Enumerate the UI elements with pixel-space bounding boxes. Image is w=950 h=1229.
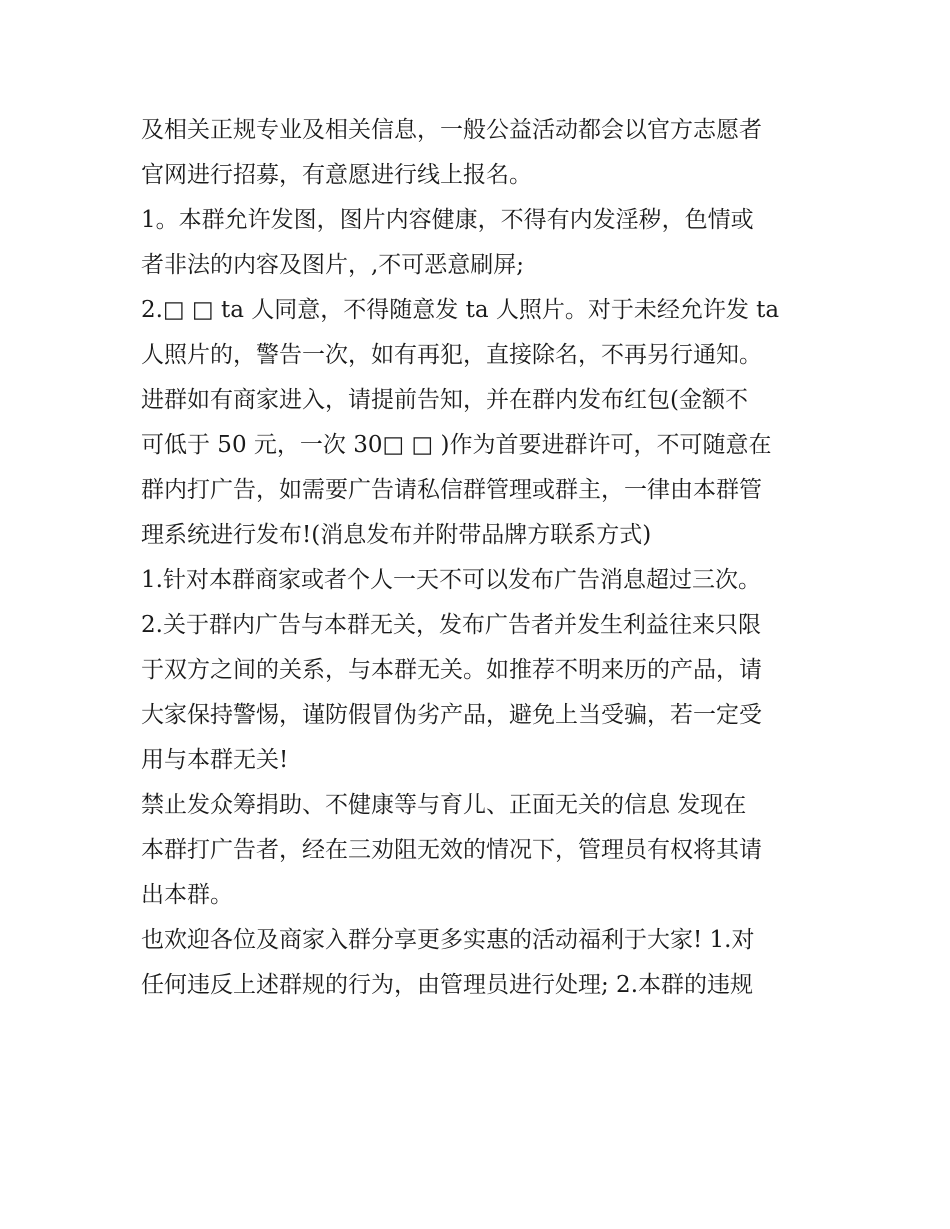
text-line: 进群如有商家进入，请提前告知，并在群内发布红包(金额不 <box>141 387 748 413</box>
body-text <box>141 108 821 1008</box>
text-line: 及相关正规专业及相关信息，一般公益活动都会以官方志愿者 <box>141 117 762 143</box>
text-line: 2.□ □ ta 人同意，不得随意发 ta 人照片。对于未经允许发 ta <box>141 297 780 323</box>
text-line: 本群打广告者，经在三劝阻无效的情况下，管理员有权将其请 <box>141 837 762 863</box>
text-line: 于双方之间的关系，与本群无关。如推荐不明来历的产品，请 <box>141 657 762 683</box>
text-line: 也欢迎各位及商家入群分享更多实惠的活动福利于大家! 1.对 <box>141 927 755 953</box>
text-line: 1.针对本群商家或者个人一天不可以发布广告消息超过三次。 <box>141 567 761 593</box>
text-line: 任何违反上述群规的行为，由管理员进行处理; 2.本群的违规 <box>141 972 754 998</box>
text-line: 大家保持警惕，谨防假冒伪劣产品，避免上当受骗，若一定受 <box>141 702 762 728</box>
text-line: 可低于 50 元，一次 30□ □ )作为首要进群许可，不可随意在 <box>141 432 772 458</box>
text-line: 出本群。 <box>141 882 233 908</box>
text-line: 用与本群无关! <box>141 747 289 773</box>
text-line: 禁止发众筹捐助、不健康等与育儿、正面无关的信息 发现在 <box>141 792 747 818</box>
text-line: 理系统进行发布!(消息发布并附带品牌方联系方式) <box>141 522 652 548</box>
text-line: 群内打广告，如需要广告请私信群管理或群主，一律由本群管 <box>141 477 762 503</box>
text-line: 者非法的内容及图片，,不可恶意刷屏; <box>141 252 525 278</box>
text-line: 2.关于群内广告与本群无关，发布广告者并发生利益往来只限 <box>141 612 761 638</box>
text-line: 人照片的，警告一次，如有再犯，直接除名，不再另行通知。 <box>141 342 762 368</box>
text-line: 官网进行招募，有意愿进行线上报名。 <box>141 162 532 188</box>
text-line: 1。本群允许发图，图片内容健康，不得有内发淫秽，色情或 <box>141 207 754 233</box>
